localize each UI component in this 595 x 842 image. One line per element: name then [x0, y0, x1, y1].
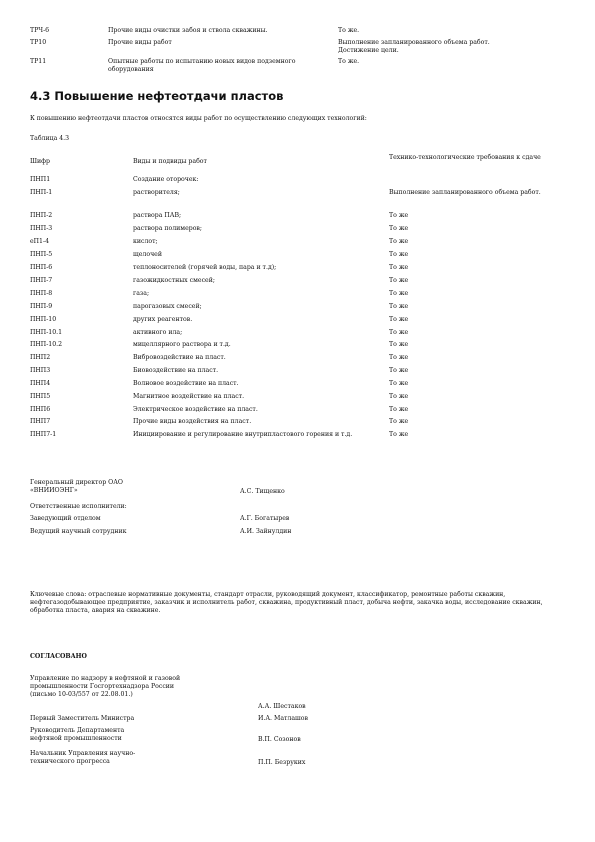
note-cell: То же — [389, 316, 409, 323]
approval-role: Управление по надзору в нефтяной и газовой промышленности Госгортехнадзора России (письмо 10-03/557 от 22.08.01.) — [30, 675, 181, 698]
approval-role: Первый Заместитель Министра — [30, 715, 135, 722]
signature-role: Ответственные исполнители: — [30, 503, 127, 510]
note-cell: Выполнение запланированного объема работ. — [389, 189, 541, 196]
code-cell: ТР10 — [30, 39, 47, 46]
section-intro: К повышению нефтеотдачи пластов относятся виды работ по осуществлению следующих технологий: — [30, 115, 367, 122]
note-cell: То же — [389, 406, 409, 413]
code-cell: ПНП6 — [30, 406, 51, 413]
code-cell: ПНП7 — [30, 418, 51, 425]
note-cell: То же — [389, 264, 409, 271]
note-cell: То же — [389, 238, 409, 245]
name-cell: растворителя; — [133, 189, 180, 196]
name-cell: Электрическое воздействие на пласт. — [133, 406, 258, 413]
code-cell: ПНП3 — [30, 367, 51, 374]
code-cell: ПНП-10.1 — [30, 329, 63, 336]
name-cell: активного ила; — [133, 329, 183, 336]
code-cell: ПНП-10 — [30, 316, 57, 323]
code-cell: ПНП2 — [30, 354, 51, 361]
name-cell: Создание оторочек: — [133, 176, 199, 183]
code-cell: ПНП7-1 — [30, 431, 57, 438]
code-cell: ПНП-2 — [30, 212, 53, 219]
note-cell: То же — [389, 251, 409, 258]
name-cell: Опытные работы по испытанию новых видов подземного оборудования — [108, 58, 296, 73]
code-cell: ПНП-10.2 — [30, 341, 63, 348]
name-cell: Магнитное воздействие на пласт. — [133, 393, 245, 400]
name-cell: Волновое воздействие на пласт. — [133, 380, 239, 387]
code-cell: ПНП-6 — [30, 264, 53, 271]
code-cell: ПНП5 — [30, 393, 51, 400]
approval-name: И.А. Матлашов — [258, 715, 309, 722]
code-cell: ПНП-8 — [30, 290, 53, 297]
code-cell: ПНП-7 — [30, 277, 53, 284]
note-cell: То же. — [338, 27, 360, 34]
name-cell: мицеллярного раствора и т.д. — [133, 341, 231, 348]
name-cell: Прочие виды воздействия на пласт. — [133, 418, 252, 425]
signature-role: Заведующий отделом — [30, 515, 101, 522]
table-caption: Таблица 4.3 — [30, 135, 70, 142]
code-cell: ПНП-1 — [30, 189, 53, 196]
signature-role: Генеральный директор ОАО «ВНИИОЭНГ» — [30, 479, 123, 494]
name-cell: кислот; — [133, 238, 158, 245]
name-cell: теплоносителей (горячей воды, пара и т.д); — [133, 264, 277, 271]
note-cell: То же — [389, 367, 409, 374]
name-cell: парогазовых смесей; — [133, 303, 202, 310]
note-cell: То же — [389, 212, 409, 219]
approval-name: П.П. Безруких — [258, 759, 306, 766]
note-cell: То же — [389, 303, 409, 310]
name-cell: газожидкостных смесей; — [133, 277, 215, 284]
note-cell: То же — [389, 354, 409, 361]
name-cell: Вибровоздействие на пласт. — [133, 354, 226, 361]
name-cell: Прочие виды очистки забоя и ствола скважины. — [108, 27, 268, 34]
header-name: Виды и подвиды работ — [133, 158, 207, 165]
signature-role: Ведущий научный сотрудник — [30, 528, 127, 535]
keywords-paragraph: Ключевые слова: отраслевые нормативные документы, стандарт отрасли, руководящий документ, классификатор, ремонтные работы скважин, нефтегазодобывающее предприятие, заказчик и исполнитель работ, скважина, продуктивный пласт, добыча нефти, закачка воды, исследование скважин, обработка пласта, авария на скважине. — [30, 591, 543, 614]
code-cell: ПНП1 — [30, 176, 51, 183]
approval-role: Руководитель Департамента нефтяной промышленности — [30, 727, 125, 742]
approval-name: В.П. Созонов — [258, 736, 301, 743]
name-cell: Прочие виды работ — [108, 39, 172, 46]
note-cell: То же — [389, 341, 409, 348]
note-cell: То же — [389, 225, 409, 232]
header-requirements: Технико-технологические требования к сдаче — [389, 154, 541, 161]
note-cell: То же — [389, 431, 409, 438]
name-cell: раствора полимеров; — [133, 225, 202, 232]
name-cell: раствора ПАВ; — [133, 212, 182, 219]
approval-role: Начальник Управления научно-технического прогресса — [30, 750, 136, 765]
code-cell: ПНП-5 — [30, 251, 53, 258]
note-cell: То же — [389, 393, 409, 400]
signature-name: А.И. Зайнулдин — [240, 528, 292, 535]
signature-name: А.С. Тищенко — [240, 488, 285, 495]
note-cell: То же. — [338, 58, 360, 65]
approval-name: А.А. Шестаков — [258, 703, 306, 710]
note-cell: Выполнение запланированного объема работ. Достижение цели. — [338, 39, 490, 54]
header-code: Шифр — [30, 158, 50, 165]
code-cell: еП1-4 — [30, 238, 50, 245]
code-cell: ТР11 — [30, 58, 47, 65]
section-heading: 4.3 Повышение нефтеотдачи пластов — [30, 89, 284, 103]
code-cell: ПНП4 — [30, 380, 51, 387]
code-cell: ТРЧ-6 — [30, 27, 50, 34]
name-cell: других реагентов. — [133, 316, 193, 323]
note-cell: То же — [389, 277, 409, 284]
code-cell: ПНП-9 — [30, 303, 53, 310]
note-cell: То же — [389, 380, 409, 387]
name-cell: щелочей — [133, 251, 162, 258]
code-cell: ПНП-3 — [30, 225, 53, 232]
approved-title: СОГЛАСОВАНО — [30, 653, 87, 660]
name-cell: Инициирование и регулирование внутрипластового горения и т.д. — [133, 431, 353, 438]
note-cell: То же — [389, 329, 409, 336]
name-cell: Биовоздействие на пласт. — [133, 367, 219, 374]
signature-name: А.Г. Богатырев — [240, 515, 290, 522]
note-cell: То же — [389, 290, 409, 297]
note-cell: То же — [389, 418, 409, 425]
name-cell: газа; — [133, 290, 150, 297]
